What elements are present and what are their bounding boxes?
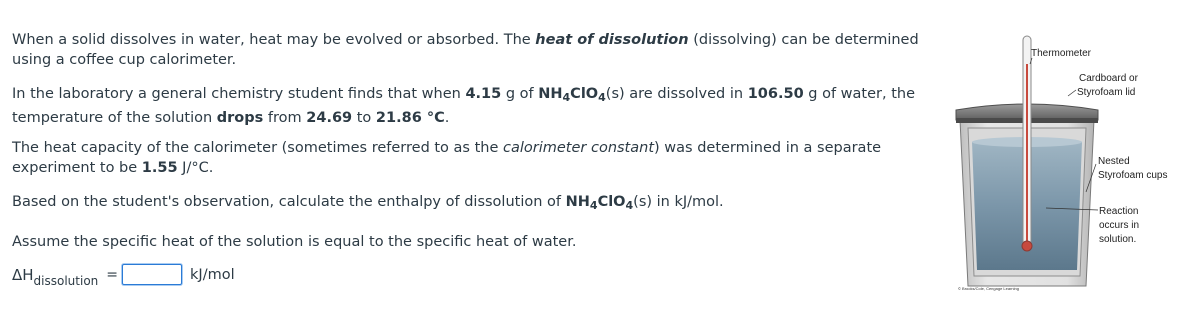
- label-reaction-line2: occurs in: [1099, 220, 1140, 231]
- calorimeter-paragraph: The heat capacity of the calorimeter (sometimes referred to as the calorimeter constant) was determined in a separate experiment to be 1.55 J/°C.: [12, 140, 882, 176]
- calorimeter-diagram: [950, 24, 1200, 292]
- final-temp: 21.86 °C: [375, 110, 445, 126]
- equals-sign: =: [106, 266, 119, 283]
- label-thermometer: Thermometer: [1031, 48, 1092, 59]
- label-lid-line2: Styrofoam lid: [1077, 87, 1136, 98]
- answer-row: [12, 264, 235, 288]
- term-heat-of-dissolution: heat of dissolution: [535, 32, 689, 48]
- solute-formula: $NH_4ClO_4$: [538, 86, 606, 104]
- intro-paragraph: When a solid dissolves in water, heat may be evolved or absorbed. The heat of dissolution (dissolving) can be determined using a coffee cup calorimeter.: [12, 32, 919, 68]
- lab-paragraph: In the laboratory a general chemistry student finds that when 4.15 g of $NH_4ClO_4(s)$ are dissolved in 106.50 g of water, the temperature of the solution drops from 24.69 to 21.86 °C.: [12, 86, 916, 126]
- task-paragraph: Based on the student's observation, calculate the enthalpy of dissolution of $NH_4ClO_4(s)$ in kJ/mol.: [12, 194, 724, 212]
- assumption-paragraph: Assume the specific heat of the solution is equal to the specific heat of water.: [12, 234, 577, 250]
- enthalpy-label: $\Delta H_{dissolution}$: [12, 265, 99, 288]
- thermometer-column: [1026, 64, 1028, 246]
- solute-mass: 4.15: [465, 86, 502, 102]
- thermometer-bulb: [1022, 241, 1032, 251]
- label-reaction-line1: Reaction: [1099, 206, 1139, 217]
- answer-unit: kJ/mol: [190, 266, 235, 283]
- label-cups-line2: Styrofoam cups: [1098, 170, 1168, 181]
- image-credit: © Brooks/Cole, Cengage Learning: [958, 286, 1019, 291]
- task-formula: $NH_4ClO_4$: [565, 194, 634, 212]
- label-lid-line1: Cardboard or: [1079, 73, 1138, 84]
- calorimeter-constant: 1.55: [141, 160, 178, 176]
- enthalpy-answer-input[interactable]: [122, 264, 182, 285]
- label-reaction-line3: solution.: [1099, 234, 1137, 245]
- initial-temp: 24.69: [306, 110, 353, 126]
- label-cups-line1: Nested: [1098, 156, 1130, 167]
- calorimeter-figure: [950, 24, 1200, 292]
- water-mass: 106.50: [747, 86, 804, 102]
